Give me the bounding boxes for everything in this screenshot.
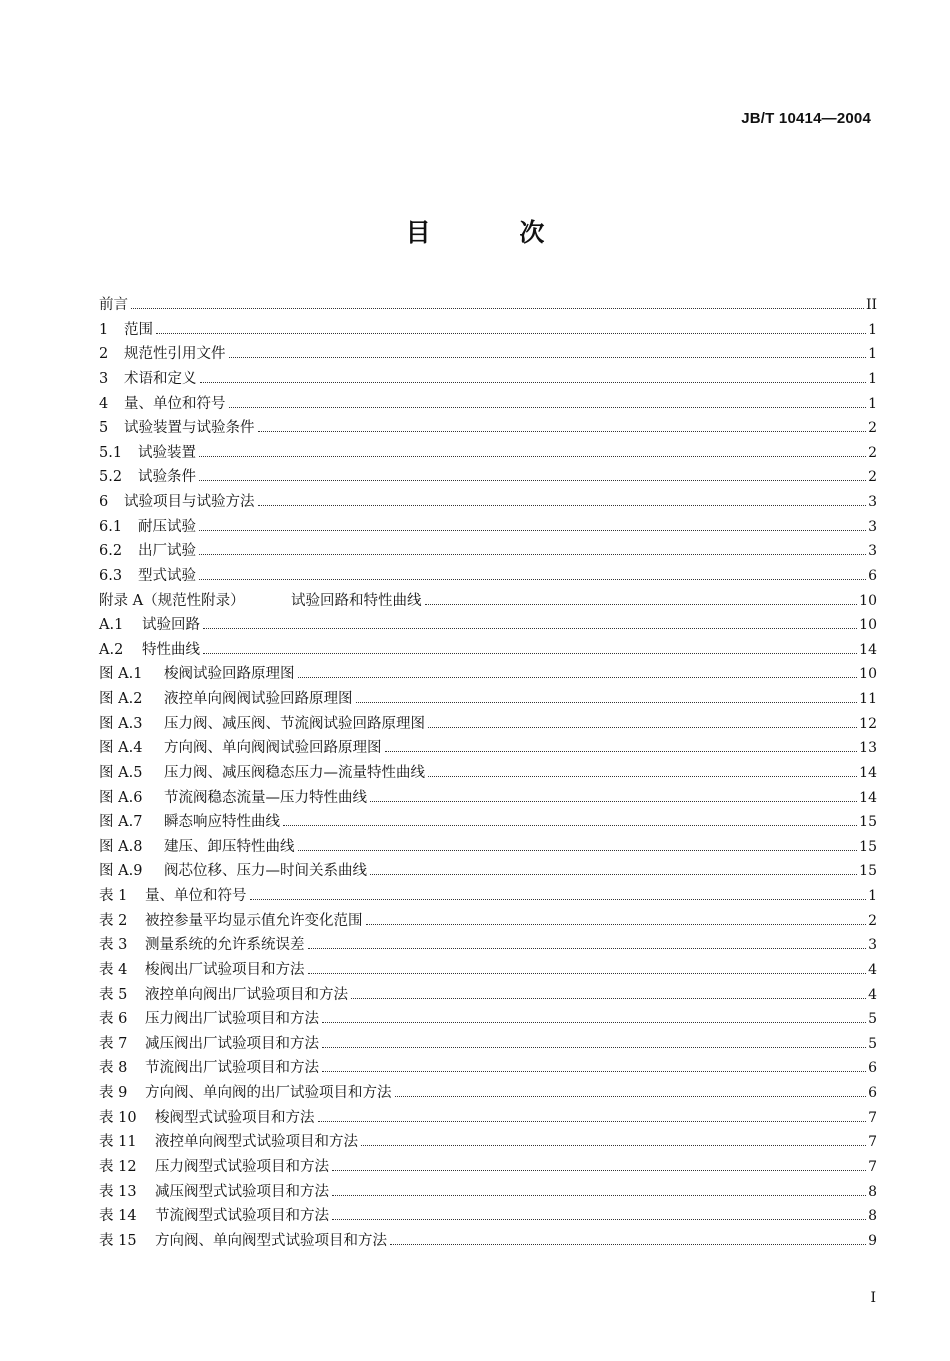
toc-entry-number: 图 A.1 bbox=[99, 666, 143, 683]
toc-entry-title: 前言 bbox=[99, 297, 128, 313]
toc-entry-text bbox=[99, 1056, 319, 1081]
toc-entry-text bbox=[99, 490, 255, 515]
dot-leader bbox=[370, 801, 857, 802]
toc-entry-text bbox=[99, 786, 367, 811]
toc-entry-page: 15 bbox=[859, 863, 877, 880]
toc-entry-number: 表 3 bbox=[99, 937, 128, 954]
toc-entry-page: 10 bbox=[859, 617, 877, 634]
toc-entry[interactable] bbox=[99, 983, 877, 1008]
toc-entry[interactable] bbox=[99, 1056, 877, 1081]
toc-entry-title: 试验回路和特性曲线 bbox=[291, 592, 422, 609]
toc-entry-page: 1 bbox=[868, 321, 877, 338]
dot-leader bbox=[308, 973, 867, 974]
toc-entry[interactable] bbox=[99, 1204, 877, 1229]
toc-entry-title: 型式试验 bbox=[138, 567, 196, 584]
toc-entry-title: 试验项目与试验方法 bbox=[124, 494, 255, 510]
toc-entry-page: 8 bbox=[868, 1208, 877, 1225]
toc-entry-text bbox=[99, 662, 295, 687]
toc-entry-page: 10 bbox=[859, 666, 877, 683]
toc-entry-number: 图 A.6 bbox=[99, 789, 143, 806]
toc-entry-title: 压力阀出厂试验项目和方法 bbox=[145, 1011, 319, 1028]
toc-entry-title: 方向阀、单向阀的出厂试验项目和方法 bbox=[145, 1085, 392, 1101]
toc-entry[interactable] bbox=[99, 958, 877, 983]
toc-entry-number: 表 12 bbox=[99, 1158, 137, 1175]
toc-entry[interactable] bbox=[99, 662, 877, 687]
toc-entry-number: 1 bbox=[99, 321, 109, 338]
toc-entry-text bbox=[99, 1007, 319, 1032]
toc-entry-title: 量、单位和符号 bbox=[145, 888, 247, 904]
toc-entry-page: 7 bbox=[868, 1134, 877, 1151]
toc-entry-text bbox=[99, 539, 196, 564]
toc-entry-page: 1 bbox=[868, 395, 877, 412]
toc-entry-page: 6 bbox=[868, 1085, 877, 1101]
toc-entry-title: 测量系统的允许系统误差 bbox=[145, 937, 305, 954]
toc-entry-page: 6 bbox=[868, 1060, 877, 1077]
toc-entry-text bbox=[99, 564, 196, 589]
toc-entry-title: 量、单位和符号 bbox=[124, 395, 226, 412]
toc-entry-page: 14 bbox=[859, 764, 877, 781]
toc-entry-title: 液控单向阀阀试验回路原理图 bbox=[164, 691, 353, 707]
toc-entry[interactable] bbox=[99, 416, 877, 441]
toc-entry-page: 2 bbox=[868, 912, 877, 929]
toc-entry-title: 压力阀、减压阀、节流阀试验回路原理图 bbox=[164, 715, 425, 732]
toc-entry-number: 5.1 bbox=[99, 444, 123, 461]
toc-entry[interactable] bbox=[99, 687, 877, 712]
dot-leader bbox=[258, 505, 867, 506]
page-number: I bbox=[870, 1290, 876, 1306]
table-of-contents bbox=[99, 293, 877, 1253]
toc-entry-text bbox=[99, 441, 196, 466]
toc-entry-title: 压力阀型式试验项目和方法 bbox=[155, 1158, 329, 1175]
toc-entry[interactable] bbox=[99, 293, 877, 318]
toc-entry[interactable] bbox=[99, 564, 877, 589]
toc-entry-text bbox=[99, 1229, 387, 1254]
toc-entry-number: 表 2 bbox=[99, 912, 128, 929]
toc-entry[interactable] bbox=[99, 367, 877, 392]
dot-leader bbox=[318, 1121, 867, 1122]
toc-entry-title: 节流阀型式试验项目和方法 bbox=[155, 1208, 329, 1225]
toc-entry-number: 6.2 bbox=[99, 543, 123, 560]
toc-entry-number: 表 15 bbox=[99, 1232, 137, 1249]
toc-entry-title: 试验条件 bbox=[138, 469, 196, 486]
toc-entry[interactable] bbox=[99, 1155, 877, 1180]
toc-entry-page: 8 bbox=[868, 1183, 877, 1200]
toc-entry[interactable] bbox=[99, 613, 877, 638]
dot-leader bbox=[199, 554, 866, 555]
dot-leader bbox=[366, 924, 867, 925]
dot-leader bbox=[322, 1022, 866, 1023]
dot-leader bbox=[200, 382, 867, 383]
toc-entry-title: 被控参量平均显示值允许变化范围 bbox=[145, 912, 363, 929]
toc-entry[interactable] bbox=[99, 392, 877, 417]
toc-entry-text bbox=[99, 810, 280, 835]
toc-entry-title: 阀芯位移、压力—时间关系曲线 bbox=[164, 863, 367, 880]
toc-entry-page: 2 bbox=[868, 420, 877, 437]
toc-entry-number: 3 bbox=[99, 370, 109, 387]
toc-entry-page: 11 bbox=[859, 691, 877, 707]
toc-entry-text bbox=[99, 1155, 329, 1180]
toc-entry-text bbox=[99, 1180, 329, 1205]
toc-entry-title: 建压、卸压特性曲线 bbox=[164, 838, 295, 855]
toc-entry-text bbox=[99, 1081, 392, 1106]
toc-entry-page: 13 bbox=[859, 740, 877, 757]
toc-entry-title: 术语和定义 bbox=[124, 370, 197, 387]
dot-leader bbox=[229, 357, 867, 358]
toc-entry[interactable] bbox=[99, 712, 877, 737]
toc-entry-title: 范围 bbox=[124, 321, 153, 338]
toc-entry[interactable] bbox=[99, 761, 877, 786]
toc-entry-number: 图 A.7 bbox=[99, 814, 143, 831]
toc-entry-title: 减压阀出厂试验项目和方法 bbox=[145, 1035, 319, 1052]
toc-entry[interactable] bbox=[99, 539, 877, 564]
toc-entry[interactable] bbox=[99, 859, 877, 884]
toc-entry-page: 14 bbox=[859, 789, 877, 806]
dot-leader bbox=[322, 1047, 866, 1048]
toc-entry-number: 表 10 bbox=[99, 1109, 137, 1126]
dot-leader bbox=[131, 308, 864, 309]
dot-leader bbox=[308, 948, 867, 949]
toc-entry-page: 4 bbox=[868, 961, 877, 978]
toc-entry-title: 液控单向阀型式试验项目和方法 bbox=[155, 1134, 358, 1151]
toc-entry-number: 表 9 bbox=[99, 1085, 128, 1101]
toc-entry-number: 图 A.9 bbox=[99, 863, 143, 880]
toc-entry-title: 耐压试验 bbox=[138, 518, 196, 535]
toc-entry-text bbox=[99, 1032, 319, 1057]
toc-entry-text bbox=[99, 342, 226, 367]
dot-leader bbox=[199, 480, 866, 481]
toc-entry[interactable] bbox=[99, 909, 877, 934]
toc-entry-page: 10 bbox=[859, 592, 877, 609]
toc-entry[interactable] bbox=[99, 342, 877, 367]
toc-entry-page: II bbox=[865, 297, 877, 313]
toc-entry-page: 3 bbox=[868, 494, 877, 510]
toc-entry-text bbox=[99, 1130, 358, 1155]
toc-entry-number: 表 6 bbox=[99, 1011, 128, 1028]
dot-leader bbox=[250, 899, 867, 900]
toc-entry-page: 1 bbox=[868, 888, 877, 904]
toc-entry-title: 减压阀型式试验项目和方法 bbox=[155, 1183, 329, 1200]
toc-entry-page: 5 bbox=[868, 1035, 877, 1052]
dot-leader bbox=[332, 1219, 866, 1220]
toc-entry-page: 2 bbox=[868, 469, 877, 486]
standard-code: JB/T 10414—2004 bbox=[741, 110, 871, 127]
dot-leader bbox=[199, 530, 866, 531]
toc-entry[interactable] bbox=[99, 441, 877, 466]
dot-leader bbox=[390, 1244, 866, 1245]
toc-entry-title: 试验装置 bbox=[138, 444, 196, 461]
toc-entry[interactable] bbox=[99, 465, 877, 490]
toc-entry-number: 表 5 bbox=[99, 986, 128, 1003]
toc-entry-title: 梭阀出厂试验项目和方法 bbox=[145, 961, 305, 978]
toc-entry-text bbox=[99, 638, 200, 663]
toc-entry-text bbox=[99, 736, 382, 761]
toc-entry-number: 6.3 bbox=[99, 567, 123, 584]
toc-entry-title: 瞬态响应特性曲线 bbox=[164, 814, 280, 831]
toc-entry[interactable] bbox=[99, 835, 877, 860]
dot-leader bbox=[356, 702, 858, 703]
toc-entry-page: 2 bbox=[868, 444, 877, 461]
toc-entry[interactable] bbox=[99, 490, 877, 515]
toc-entry-number: 2 bbox=[99, 346, 109, 363]
toc-entry-title: 试验回路 bbox=[142, 617, 200, 634]
toc-entry[interactable] bbox=[99, 810, 877, 835]
toc-entry-text bbox=[99, 835, 295, 860]
toc-entry-text bbox=[99, 983, 348, 1008]
toc-entry-title: 节流阀出厂试验项目和方法 bbox=[145, 1060, 319, 1077]
toc-entry-text bbox=[99, 909, 363, 934]
toc-entry-title: 方向阀、单向阀阀试验回路原理图 bbox=[164, 740, 382, 757]
toc-entry[interactable] bbox=[99, 933, 877, 958]
toc-entry[interactable] bbox=[99, 638, 877, 663]
dot-leader bbox=[203, 628, 857, 629]
toc-entry-number: 图 A.8 bbox=[99, 838, 143, 855]
dot-leader bbox=[283, 825, 857, 826]
toc-entry-number: 表 11 bbox=[99, 1134, 137, 1151]
toc-entry-number: 图 A.5 bbox=[99, 764, 143, 781]
toc-entry-number: 附录 A（规范性附录） bbox=[99, 592, 245, 609]
toc-entry-text bbox=[99, 687, 353, 712]
dot-leader bbox=[322, 1071, 866, 1072]
toc-entry[interactable] bbox=[99, 1007, 877, 1032]
toc-entry[interactable] bbox=[99, 1180, 877, 1205]
toc-entry-number: A.1 bbox=[99, 617, 124, 634]
toc-entry-number: 表 4 bbox=[99, 961, 128, 978]
toc-entry-text bbox=[99, 958, 305, 983]
toc-entry-page: 6 bbox=[868, 567, 877, 584]
dot-leader bbox=[428, 727, 857, 728]
dot-leader bbox=[332, 1195, 866, 1196]
page-title: 目 次 bbox=[405, 218, 585, 247]
toc-entry[interactable] bbox=[99, 1106, 877, 1131]
dot-leader bbox=[332, 1170, 866, 1171]
toc-entry-number: 6 bbox=[99, 494, 109, 510]
toc-entry-number: 5 bbox=[99, 420, 109, 437]
toc-entry-page: 15 bbox=[859, 838, 877, 855]
dot-leader bbox=[351, 998, 866, 999]
toc-entry-page: 3 bbox=[868, 543, 877, 560]
dot-leader bbox=[199, 579, 866, 580]
toc-entry-text bbox=[99, 1204, 329, 1229]
toc-entry-text bbox=[99, 465, 196, 490]
toc-entry-title: 试验装置与试验条件 bbox=[124, 420, 255, 437]
toc-entry-text bbox=[99, 884, 247, 909]
toc-entry-title: 规范性引用文件 bbox=[124, 346, 226, 363]
toc-entry-number: 图 A.4 bbox=[99, 740, 143, 757]
toc-entry-number: 表 1 bbox=[99, 888, 128, 904]
dot-leader bbox=[298, 850, 858, 851]
toc-entry-text bbox=[99, 712, 425, 737]
toc-entry-text bbox=[99, 318, 153, 343]
toc-entry-text bbox=[99, 293, 128, 318]
toc-entry-title: 液控单向阀出厂试验项目和方法 bbox=[145, 986, 348, 1003]
toc-entry-title: 梭阀试验回路原理图 bbox=[164, 666, 295, 683]
dot-leader bbox=[258, 431, 867, 432]
toc-entry[interactable] bbox=[99, 736, 877, 761]
toc-entry[interactable] bbox=[99, 1130, 877, 1155]
toc-entry-number: 表 13 bbox=[99, 1183, 137, 1200]
toc-entry[interactable] bbox=[99, 1081, 877, 1106]
dot-leader bbox=[370, 874, 857, 875]
toc-entry-text bbox=[99, 392, 226, 417]
dot-leader bbox=[199, 456, 866, 457]
toc-entry-text bbox=[99, 761, 425, 786]
dot-leader bbox=[385, 751, 858, 752]
toc-entry-text bbox=[99, 367, 197, 392]
toc-entry[interactable] bbox=[99, 515, 877, 540]
toc-entry-page: 3 bbox=[868, 518, 877, 535]
dot-leader bbox=[428, 776, 857, 777]
toc-entry-page: 4 bbox=[868, 986, 877, 1003]
toc-entry-page: 1 bbox=[868, 346, 877, 363]
toc-entry[interactable] bbox=[99, 786, 877, 811]
toc-entry[interactable] bbox=[99, 1229, 877, 1254]
toc-entry-number: 表 7 bbox=[99, 1035, 128, 1052]
dot-leader bbox=[298, 677, 858, 678]
dot-leader bbox=[361, 1145, 866, 1146]
toc-entry-text bbox=[99, 859, 367, 884]
dot-leader bbox=[229, 407, 867, 408]
toc-entry-number: 表 8 bbox=[99, 1060, 128, 1077]
toc-entry[interactable] bbox=[99, 589, 877, 614]
toc-entry-number: 6.1 bbox=[99, 518, 123, 535]
toc-entry-title: 出厂试验 bbox=[138, 543, 196, 560]
toc-entry-text bbox=[99, 589, 422, 614]
dot-leader bbox=[156, 333, 866, 334]
toc-entry[interactable] bbox=[99, 318, 877, 343]
toc-entry-title: 方向阀、单向阀型式试验项目和方法 bbox=[155, 1232, 387, 1249]
toc-entry-page: 15 bbox=[859, 814, 877, 831]
toc-entry-text bbox=[99, 933, 305, 958]
toc-entry-title: 特性曲线 bbox=[142, 641, 200, 658]
toc-entry-page: 5 bbox=[868, 1011, 877, 1028]
toc-entry-number: 图 A.2 bbox=[99, 691, 143, 707]
toc-entry-text bbox=[99, 613, 200, 638]
toc-entry-page: 9 bbox=[868, 1232, 877, 1249]
toc-entry-number: 4 bbox=[99, 395, 109, 412]
toc-entry-page: 12 bbox=[859, 715, 877, 732]
toc-entry-text bbox=[99, 515, 196, 540]
dot-leader bbox=[425, 604, 858, 605]
toc-entry-page: 7 bbox=[868, 1158, 877, 1175]
toc-entry[interactable] bbox=[99, 1032, 877, 1057]
toc-entry-page: 7 bbox=[868, 1109, 877, 1126]
toc-entry-number: 5.2 bbox=[99, 469, 123, 486]
toc-entry[interactable] bbox=[99, 884, 877, 909]
toc-entry-text bbox=[99, 416, 255, 441]
toc-entry-text bbox=[99, 1106, 315, 1131]
toc-entry-number: A.2 bbox=[99, 641, 124, 658]
toc-entry-page: 3 bbox=[868, 937, 877, 954]
toc-entry-title: 梭阀型式试验项目和方法 bbox=[155, 1109, 315, 1126]
dot-leader bbox=[395, 1096, 867, 1097]
dot-leader bbox=[203, 653, 857, 654]
toc-entry-number: 表 14 bbox=[99, 1208, 137, 1225]
toc-entry-number: 图 A.3 bbox=[99, 715, 143, 732]
toc-entry-page: 1 bbox=[868, 370, 877, 387]
toc-entry-page: 14 bbox=[859, 641, 877, 658]
toc-entry-title: 节流阀稳态流量—压力特性曲线 bbox=[164, 789, 367, 806]
toc-entry-title: 压力阀、减压阀稳态压力—流量特性曲线 bbox=[164, 764, 425, 781]
